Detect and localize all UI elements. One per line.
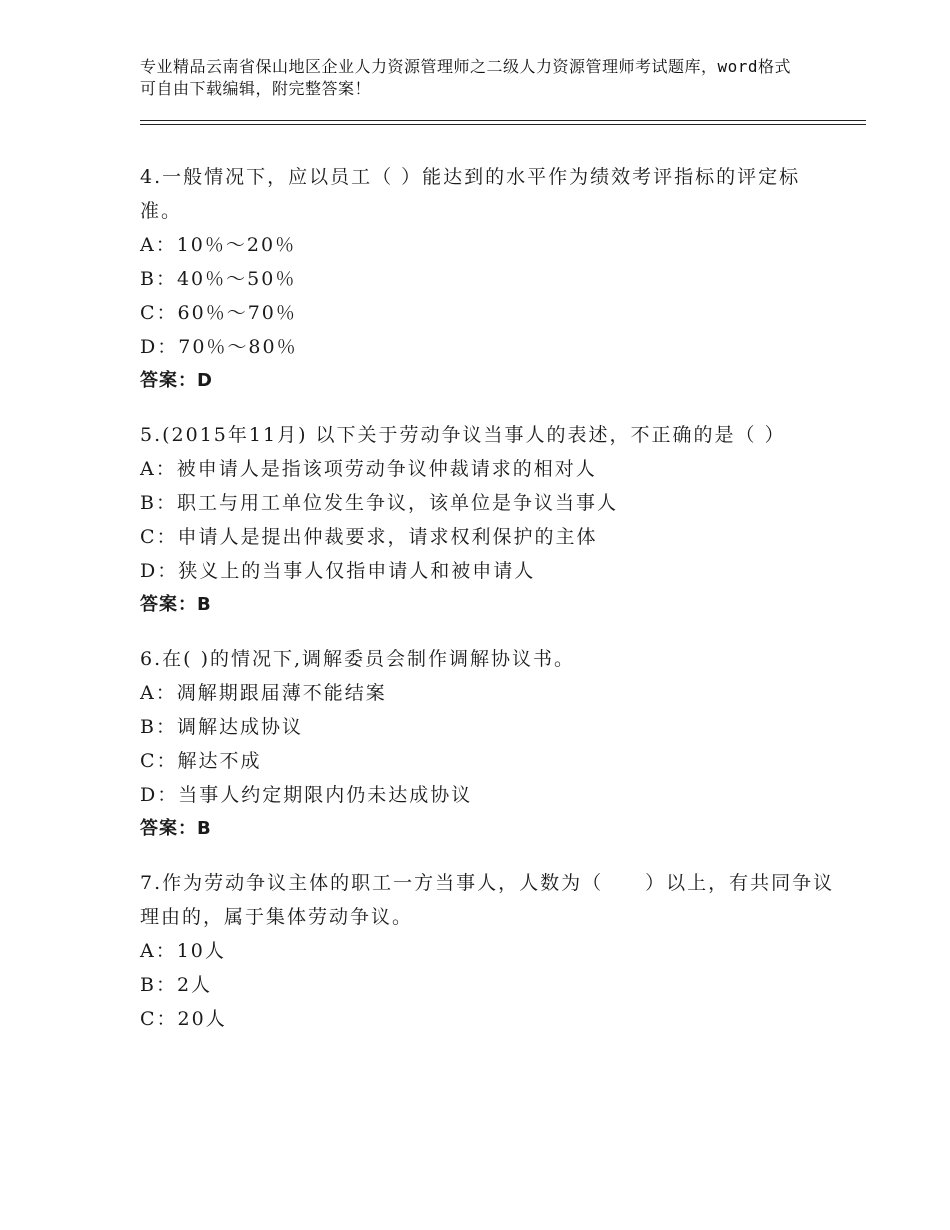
option-c: C：申请人是提出仲裁要求，请求权利保护的主体 <box>140 526 598 548</box>
question-stem: 6.在( )的情况下,调解委员会制作调解协议书。 <box>140 648 576 670</box>
option-b: B：2人 <box>140 974 213 996</box>
option-a: A：10％～20％ <box>140 234 297 256</box>
answer-label: 答案：D <box>140 370 213 391</box>
question-stem: 5.(2015年11月) 以下关于劳动争议当事人的表述，不正确的是（ ） <box>140 424 786 446</box>
answer-label: 答案：B <box>140 818 212 839</box>
option-d: D：当事人约定期限内仍未达成协议 <box>140 784 473 806</box>
question-4 <box>140 160 840 398</box>
answer-label: 答案：B <box>140 594 212 615</box>
option-d: D：70％～80％ <box>140 336 298 358</box>
header-divider-line <box>140 120 866 121</box>
option-b: B：调解达成协议 <box>140 716 303 738</box>
question-list <box>140 160 840 1056</box>
option-d: D：狭义上的当事人仅指申请人和被申请人 <box>140 560 536 582</box>
option-a: A：凋解期跟届薄不能结案 <box>140 682 387 704</box>
question-stem: 4.一般情况下，应以员工（ ）能达到的水平作为绩效考评指标的评定标准。 <box>140 166 801 222</box>
question-5 <box>140 418 840 622</box>
option-a: A：被申请人是指该项劳动争议仲裁请求的相对人 <box>140 458 597 480</box>
document-header-title: 专业精品云南省保山地区企业人力资源管理师之二级人力资源管理师考试题库，word格式可自由下载编辑，附完整答案！ <box>140 57 792 98</box>
question-7 <box>140 866 840 1036</box>
option-c: C：解达不成 <box>140 750 262 772</box>
option-b: B：职工与用工单位发生争议，该单位是争议当事人 <box>140 492 618 514</box>
header-divider-line <box>140 124 866 125</box>
question-6 <box>140 642 840 846</box>
option-b: B：40％～50％ <box>140 268 297 290</box>
option-c: C：20人 <box>140 1008 227 1030</box>
option-c: C：60％～70％ <box>140 302 297 324</box>
option-a: A：10人 <box>140 940 226 962</box>
question-stem: 7.作为劳动争议主体的职工一方当事人，人数为（ ）以上，有共同争议理由的，属于集体劳动争议。 <box>140 872 835 928</box>
